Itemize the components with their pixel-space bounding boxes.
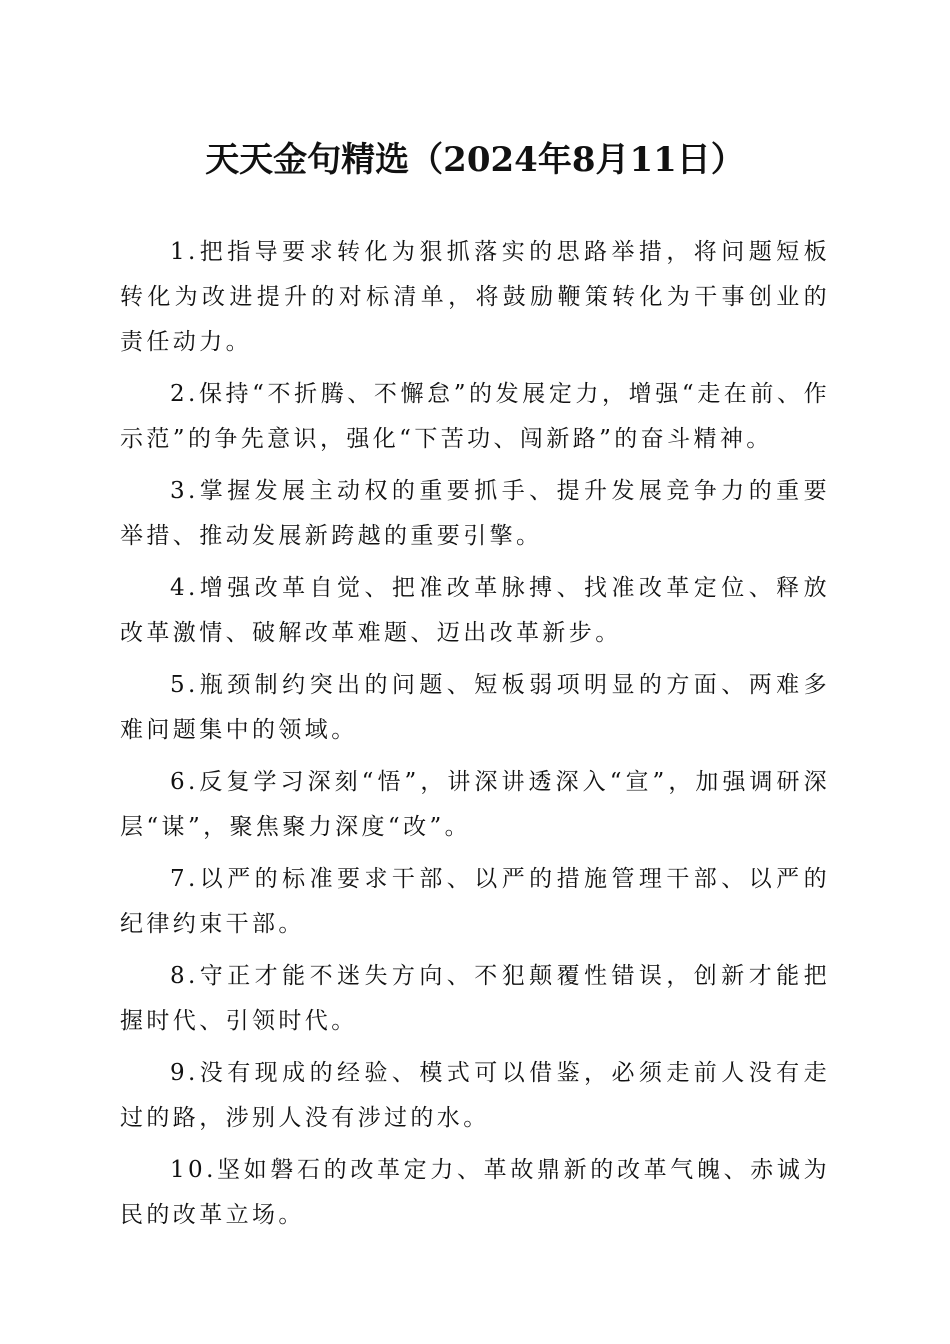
quote-paragraph-8: 8.守正才能不迷失方向、不犯颠覆性错误，创新才能把握时代、引领时代。 (120, 963, 830, 1034)
quote-paragraph-9: 9.没有现成的经验、模式可以借鉴，必须走前人没有走过的路，涉别人没有涉过的水。 (120, 1060, 830, 1131)
quote-paragraph-4: 4.增强改革自觉、把准改革脉搏、找准改革定位、释放改革激情、破解改革难题、迈出改革新步。 (120, 575, 830, 646)
quote-paragraph-7: 7.以严的标准要求干部、以严的措施管理干部、以严的纪律约束干部。 (120, 866, 830, 937)
quote-paragraph-2: 2.保持“不折腾、不懈怠”的发展定力，增强“走在前、作示范”的争先意识，强化“下苦功、闯新路”的奋斗精神。 (120, 381, 830, 452)
quote-paragraph-6: 6.反复学习深刻“悟”，讲深讲透深入“宣”，加强调研深层“谋”，聚焦聚力深度“改”。 (120, 769, 830, 840)
quote-paragraph-10: 10.坚如磐石的改革定力、革故鼎新的改革气魄、赤诚为民的改革立场。 (120, 1157, 830, 1228)
quote-paragraph-5: 5.瓶颈制约突出的问题、短板弱项明显的方面、两难多难问题集中的领域。 (120, 672, 830, 743)
quote-list (120, 230, 830, 1245)
page-title: 天天金句精选（2024年8月11日） (205, 140, 745, 180)
quote-paragraph-1: 1.把指导要求转化为狠抓落实的思路举措，将问题短板转化为改进提升的对标清单，将鼓励鞭策转化为干事创业的责任动力。 (120, 239, 830, 355)
quote-paragraph-3: 3.掌握发展主动权的重要抓手、提升发展竞争力的重要举措、推动发展新跨越的重要引擎。 (120, 478, 830, 549)
